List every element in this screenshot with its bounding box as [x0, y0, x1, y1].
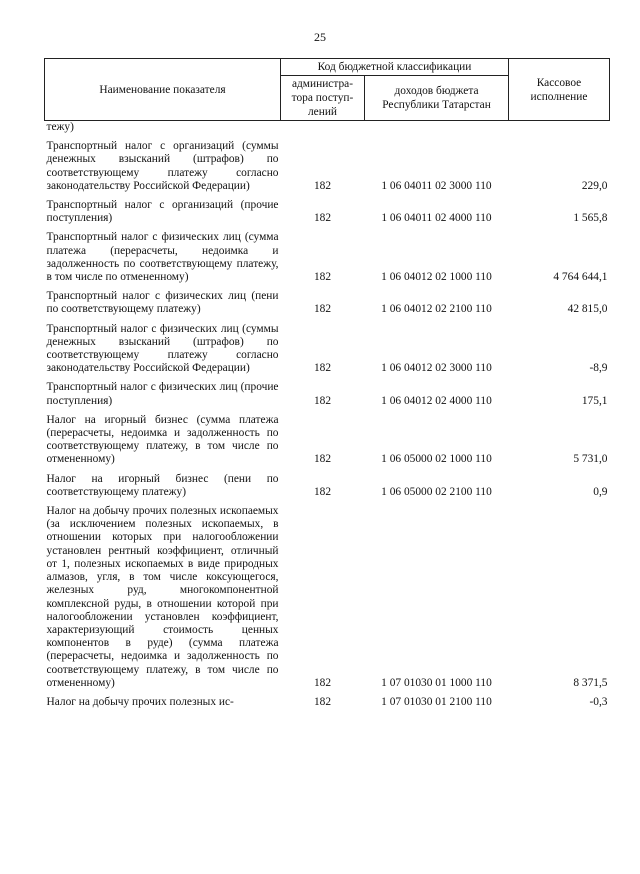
administrator-code: 182	[313, 695, 332, 708]
revenue-code: 1 06 04011 02 4000 110	[381, 212, 492, 225]
revenue-code: 1 06 04011 02 3000 110	[381, 179, 492, 192]
indicator-name: Транспортный налог с физических лиц (сумма платежа (перерасчеты, недоимка и задолженность по соответствующему платежу, в том числе по отмененному)	[46, 231, 279, 284]
revenue-code: 1 07 01030 01 2100 110	[381, 695, 492, 708]
indicator-name: Налог на добычу прочих полезных ископаемых (за исключением полезных ископаемых, в отношении которых при налогообложении установлен рентный коэффициент, отличный от 1, полезных ископаемых в виде природных алмазов, угля, в том числе коксующегося, железных руд, многокомпонентной комплексной руды, в отношении которой при налогообложении установлен коэффициент, характеризующий стоимость ценных компонентов в руде) (сумма платежа (перерасчеты, недоимка и задолженность по соответствующему платежу, в том числе по отмененному)	[46, 505, 279, 689]
cash-execution-amount: 42 815,0	[567, 303, 608, 316]
indicator-name: Транспортный налог с физических лиц (пени по соответствующему платежу)	[46, 290, 279, 316]
cash-execution-amount: 4 764 644,1	[553, 271, 608, 284]
table-row	[45, 288, 610, 320]
budget-revenue-table	[44, 58, 610, 713]
administrator-code: 182	[313, 485, 332, 498]
table-row	[45, 412, 610, 471]
header-indicator-name: Наименование показателя	[45, 59, 281, 121]
administrator-code: 182	[313, 179, 332, 192]
revenue-code: 1 06 05000 02 2100 110	[381, 485, 492, 498]
administrator-code: 182	[313, 271, 332, 284]
table-row	[45, 197, 610, 229]
administrator-code: 182	[313, 303, 332, 316]
indicator-name: Транспортный налог с организаций (прочие поступления)	[46, 199, 279, 225]
table-header-row-1	[45, 59, 610, 76]
table-row	[45, 229, 610, 288]
table-row	[45, 694, 610, 713]
revenue-code: 1 06 04012 02 2100 110	[381, 303, 492, 316]
administrator-code: 182	[313, 676, 332, 689]
revenue-code: 1 06 05000 02 1000 110	[381, 453, 492, 466]
indicator-name: Налог на игорный бизнес (пени по соответствующему платежу)	[46, 472, 279, 498]
cash-execution-amount: 0,9	[593, 485, 608, 498]
revenue-code: 1 06 04012 02 4000 110	[381, 394, 492, 407]
cash-execution-amount: 175,1	[581, 394, 608, 407]
header-revenue-administrator: администра-тора поступ-лений	[281, 76, 365, 121]
administrator-code: 182	[313, 394, 332, 407]
administrator-code: 182	[313, 212, 332, 225]
administrator-code: 182	[313, 453, 332, 466]
table-row	[45, 321, 610, 380]
administrator-code: 182	[313, 362, 332, 375]
indicator-name: Транспортный налог с организаций (суммы денежных взысканий (штрафов) по соответствующему платежу согласно законодательству Российской Федерации)	[46, 140, 279, 192]
table-row	[45, 138, 610, 197]
header-budget-classification: Код бюджетной классификации	[281, 59, 509, 76]
indicator-name: тежу)	[46, 121, 74, 133]
indicator-name: Налог на игорный бизнес (сумма платежа (перерасчеты, недоимка и задолженность по соответствующему платежу, в том числе по отмененному)	[46, 413, 279, 466]
revenue-code: 1 07 01030 01 1000 110	[381, 676, 492, 689]
revenue-code: 1 06 04012 02 1000 110	[381, 271, 492, 284]
header-budget-revenue-code: доходов бюджета Республики Татарстан	[365, 76, 509, 121]
header-cash-execution: Кассовое исполнение	[509, 59, 610, 121]
revenue-code: 1 06 04012 02 3000 110	[381, 362, 492, 375]
page-number: 25	[314, 30, 326, 44]
table-row	[45, 503, 610, 694]
cash-execution-amount: 8 371,5	[573, 676, 608, 689]
indicator-name: Транспортный налог с физических лиц (прочие поступления)	[46, 381, 279, 407]
indicator-name: Налог на добычу прочих полезных ис-	[46, 695, 234, 708]
table-row-continuation	[45, 121, 610, 139]
cash-execution-amount: 229,0	[581, 179, 608, 192]
cash-execution-amount: -8,9	[589, 362, 608, 375]
cash-execution-amount: -0,3	[589, 695, 608, 708]
table-row	[45, 379, 610, 411]
table-row	[45, 471, 610, 503]
cash-execution-amount: 1 565,8	[573, 212, 608, 225]
cash-execution-amount: 5 731,0	[573, 453, 608, 466]
indicator-name: Транспортный налог с физических лиц (суммы денежных взысканий (штрафов) по соответствующему платежу согласно законодательству Российской Федерации)	[46, 322, 279, 375]
